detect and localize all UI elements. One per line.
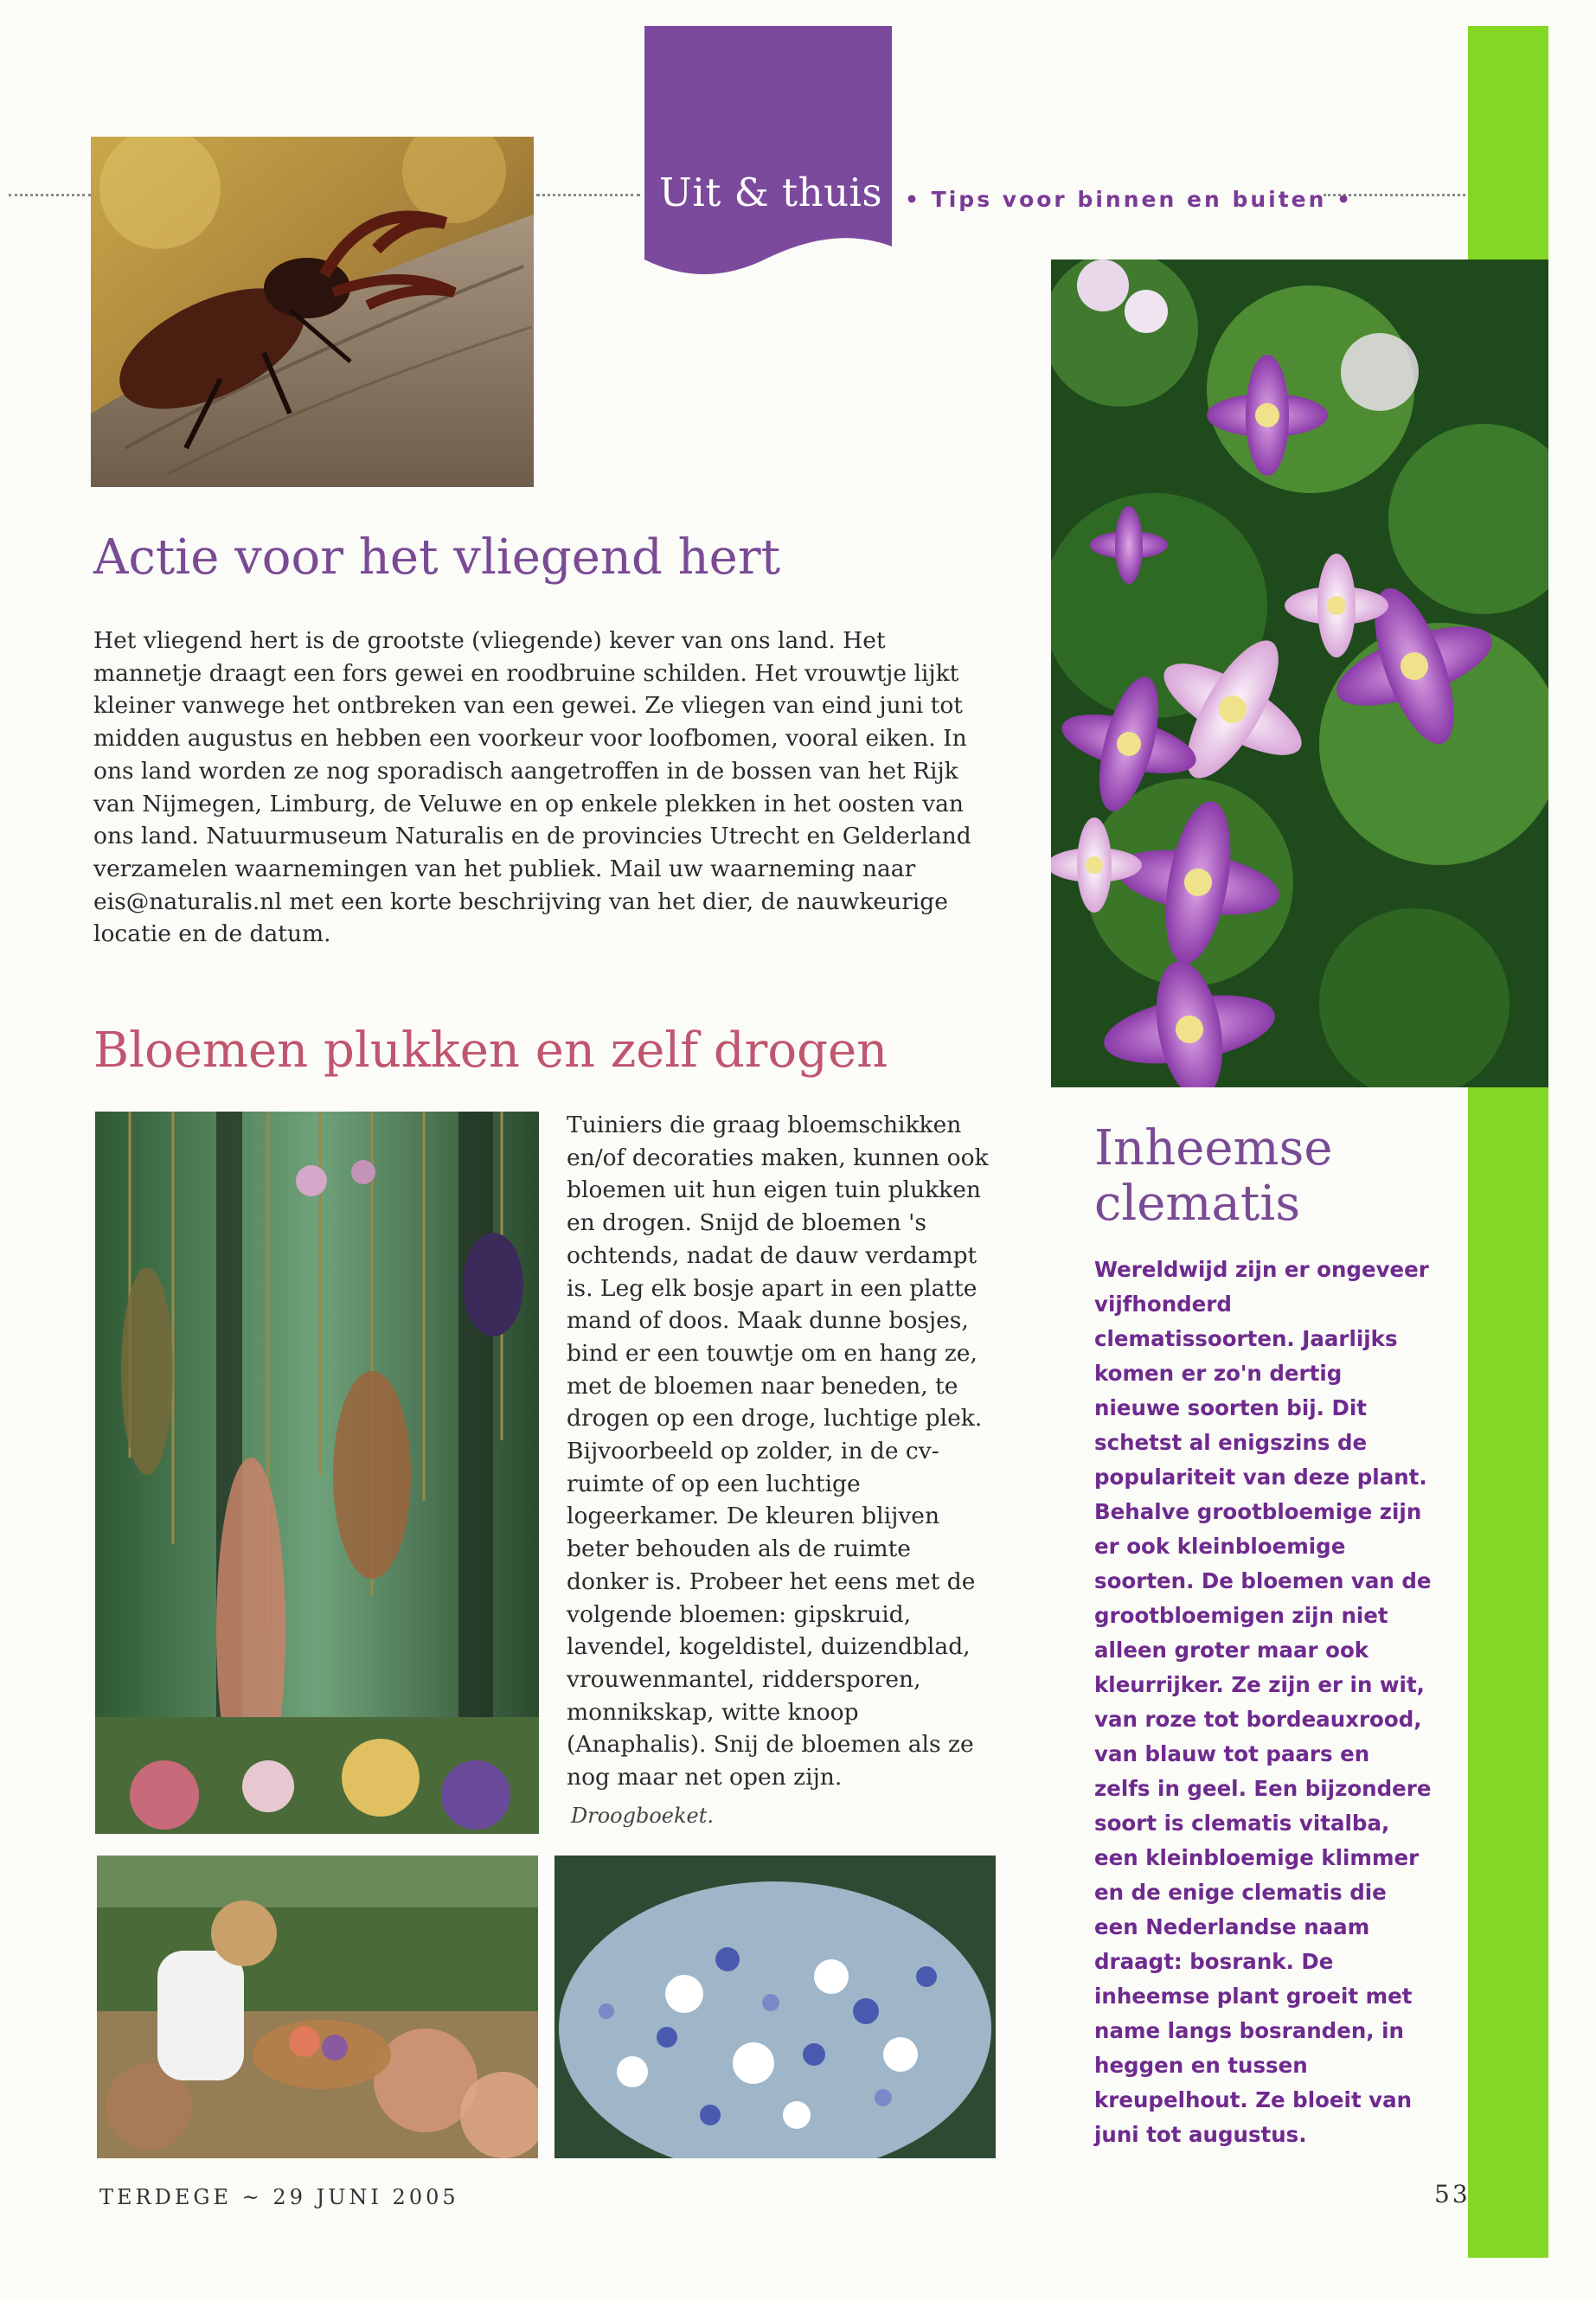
- article-body-vliegend-hert: Het vliegend hert is de grootste (vliegende) kever van ons land. Het mannetje draagt een fors gewei en roodbruine schilden. Het vrouwtje lijkt kleiner vanwege het ontbreken van een gewei. Ze vliegen van eind juni tot midden augustus en hebben een voorkeur voor loofbomen, vooral eiken. In ons land worden ze nog sporadisch aangetroffen in de bossen van het Rijk van Nijmegen, Limburg, de Veluwe en op enkele plekken in het oosten van ons land. Natuurmuseum Naturalis en de provincies Utrecht en Gelderland verzamelen waarnemingen van het publiek. Mail uw waarneming naar eis@naturalis.nl met een korte beschrijving van het dier, de nauwkeurige locatie en de datum.: [93, 627, 971, 948]
- article-title-vliegend-hert: Actie voor het vliegend hert: [93, 529, 781, 586]
- section-title: Uit & thuis: [658, 170, 883, 215]
- photo-caption: Droogboeket.: [571, 1804, 715, 1828]
- article-body-bloemen: Tuiniers die graag bloemschikken en/of decoraties maken, kunnen ook bloemen uit hun eigen tuin plukken en drogen. Snijd de bloemen 's ochtends, nadat de dauw verdampt is. Leg elk bosje apart in een platte mand of doos. Maak dunne bosjes, bind er een touwtje om en hang ze, met de bloemen naar beneden, te drogen op een droge, luchtige plek. Bijvoorbeeld op zolder, in de cv-ruimte of op een luchtige logeerkamer. De kleuren blijven beter behouden als de ruimte donker is. Probeer het eens met de volgende bloemen: gipskruid, lavendel, kogeldistel, duizendblad, vrouwenmantel, riddersporen, monnikskap, witte knoop (Anaphalis). Snij de bloemen als ze nog maar net open zijn.: [567, 1112, 989, 1791]
- section-tagline: • Tips voor binnen en buiten •: [905, 187, 1354, 212]
- green-stripe-side: [1468, 1086, 1548, 2258]
- section-tab: [644, 26, 892, 285]
- article-title-bloemen: Bloemen plukken en zelf drogen: [93, 1022, 888, 1079]
- header-rule-left: [9, 194, 91, 196]
- article-title-clematis: Inheemse clematis: [1094, 1120, 1333, 1232]
- woman-picking-flowers-photo: [97, 1856, 538, 2158]
- article-body-clematis: Wereldwijd zijn er ongeveer vijfhonderd clematissoorten. Jaarlijks komen er zo'n dertig nieuwe soorten bij. Dit schetst al enigszins de populariteit van deze plant. Behalve grootbloemige zijn er ook kleinbloemige soorten. De bloemen van de grootbloemigen zijn niet alleen groter maar ook kleurrijker. Ze zijn er in wit, van roze tot bordeauxrood, van blauw tot paars en zelfs in geel. Een bijzondere soort is clematis vitalba, een kleinbloemige klimmer en de enige clematis die een Nederlandse naam draagt: bosrank. De inheemse plant groeit met name langs bosranden, in heggen en tussen kreupelhout. Ze bloeit van juni tot augustus.: [1094, 1257, 1432, 2147]
- hanging-dried-flowers-photo: [95, 1112, 539, 1834]
- footer-publication: TERDEGE ~ 29 JUNI 2005: [99, 2185, 459, 2209]
- clematis-photo: [1051, 260, 1548, 1087]
- green-stripe-top: [1468, 26, 1548, 260]
- header-rule-middle: [536, 194, 640, 196]
- stag-beetle-photo: [91, 137, 534, 487]
- page-number: 53: [1434, 2180, 1471, 2208]
- dried-bouquet-photo: [554, 1856, 996, 2158]
